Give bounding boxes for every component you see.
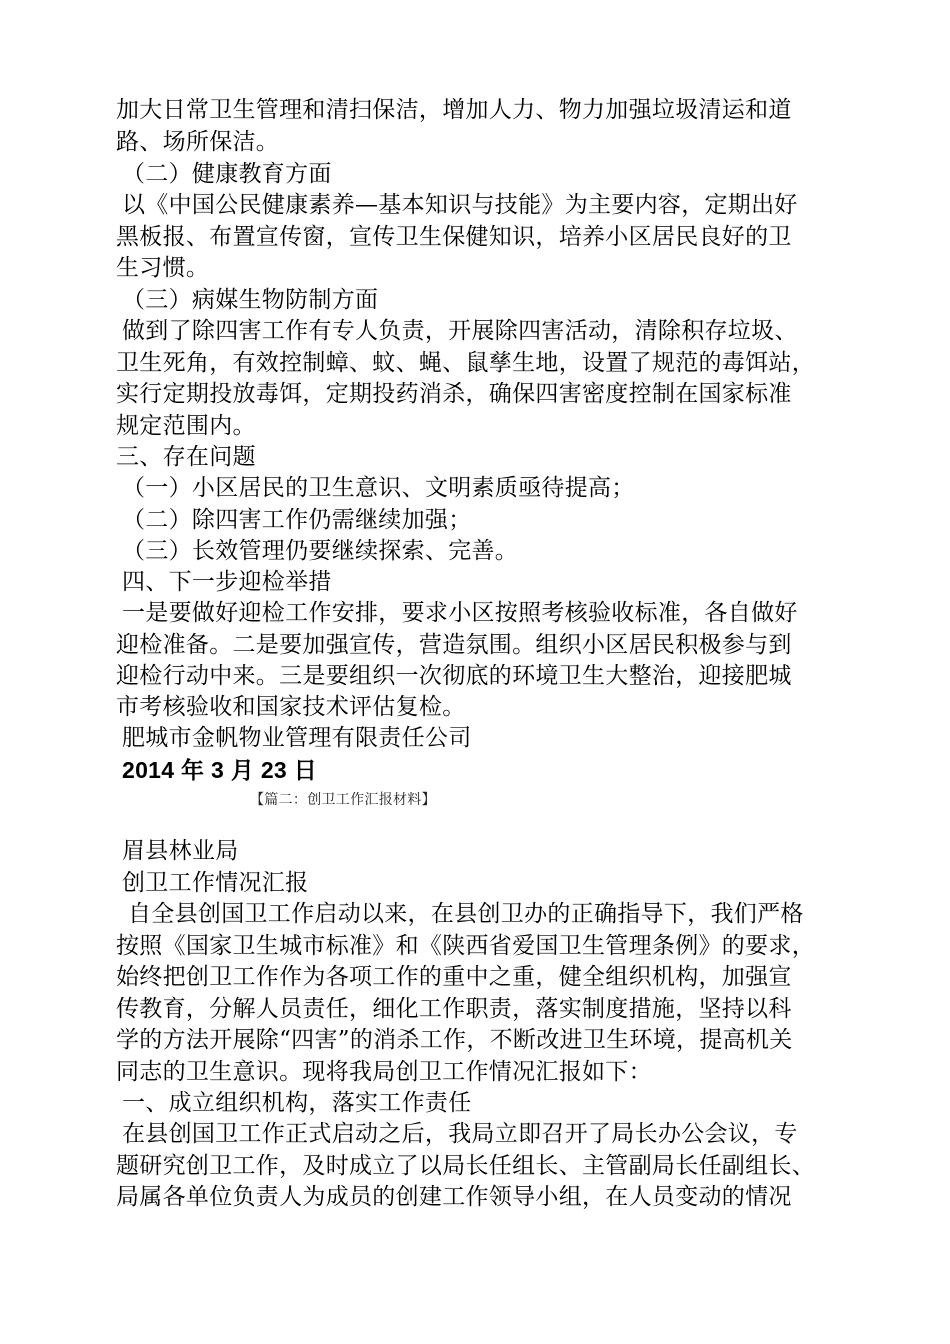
chapter-marker: 【篇二：创卫工作汇报材料】 bbox=[250, 792, 436, 808]
signature-date: 2014 年 3 月 23 日 bbox=[122, 757, 317, 783]
body-text-line: 加大日常卫生管理和清扫保洁，增加人力、物力加强垃圾清运和道 bbox=[116, 97, 792, 123]
body-text-line: 同志的卫生意识。现将我局创卫工作情况汇报如下： bbox=[116, 1059, 652, 1085]
section-heading: （二）健康教育方面 bbox=[122, 161, 332, 187]
body-text-line: 迎检行动中来。三是要组织一次彻底的环境卫生大整治，迎接肥城 bbox=[116, 663, 792, 689]
body-text-line: 局属各单位负责人为成员的创建工作领导小组，在人员变动的情况 bbox=[116, 1184, 792, 1210]
body-text-line: 生习惯。 bbox=[116, 255, 210, 281]
section-heading: 三、存在问题 bbox=[116, 444, 256, 470]
signature-company: 肥城市金帆物业管理有限责任公司 bbox=[122, 725, 472, 751]
section-heading: （三）病媒生物防制方面 bbox=[122, 287, 379, 313]
body-text-line: 自全县创国卫工作启动以来，在县创卫办的正确指导下，我们严格 bbox=[128, 901, 804, 927]
body-text-line: 做到了除四害工作有专人负责，开展除四害活动，清除积存垃圾、 bbox=[122, 318, 798, 344]
body-text-line: 卫生死角，有效控制蟑、蚊、蝇、鼠孳生地，设置了规范的毒饵站， bbox=[116, 350, 815, 376]
body-text-line: 规定范围内。 bbox=[116, 413, 256, 439]
section-heading: 一、成立组织机构，落实工作责任 bbox=[122, 1090, 472, 1116]
body-text-line: 始终把创卫工作作为各项工作的重中之重，健全组织机构，加强宣 bbox=[116, 964, 792, 990]
body-text-line: 迎检准备。二是要加强宣传，营造氛围。组织小区居民积极参与到 bbox=[116, 632, 792, 658]
body-text-line: 路、场所保洁。 bbox=[116, 129, 280, 155]
body-text-line: 学的方法开展除“四害”的消杀工作，不断改进卫生环境，提高机关 bbox=[116, 1027, 793, 1053]
list-item: （一）小区居民的卫生意识、文明素质亟待提高； bbox=[122, 475, 635, 501]
organization-name: 眉县林业局 bbox=[122, 838, 239, 864]
list-item: （三）长效管理仍要继续探索、完善。 bbox=[122, 538, 519, 564]
body-text-line: 按照《国家卫生城市标准》和《陕西省爱国卫生管理条例》的要求， bbox=[116, 933, 815, 959]
body-text-line: 黑板报、布置宣传窗，宣传卫生保健知识，培养小区居民良好的卫 bbox=[116, 224, 792, 250]
body-text-line: 市考核验收和国家技术评估复检。 bbox=[116, 694, 466, 720]
list-item: （二）除四害工作仍需继续加强； bbox=[122, 507, 472, 533]
body-text-line: 一是要做好迎检工作安排，要求小区按照考核验收标准，各自做好 bbox=[122, 600, 798, 626]
body-text-line: 在县创国卫工作正式启动之后，我局立即召开了局长办公会议，专 bbox=[122, 1121, 798, 1147]
body-text-line: 传教育，分解人员责任，细化工作职责，落实制度措施，坚持以科 bbox=[116, 996, 792, 1022]
body-text-line: 以《中国公民健康素养—基本知识与技能》为主要内容，定期出好 bbox=[122, 192, 798, 218]
report-title: 创卫工作情况汇报 bbox=[122, 870, 309, 896]
body-text-line: 实行定期投放毒饵，定期投药消杀，确保四害密度控制在国家标准 bbox=[116, 381, 792, 407]
section-heading: 四、下一步迎检举措 bbox=[122, 569, 332, 595]
body-text-line: 题研究创卫工作，及时成立了以局长任组长、主管副局长任副组长、 bbox=[116, 1153, 815, 1179]
